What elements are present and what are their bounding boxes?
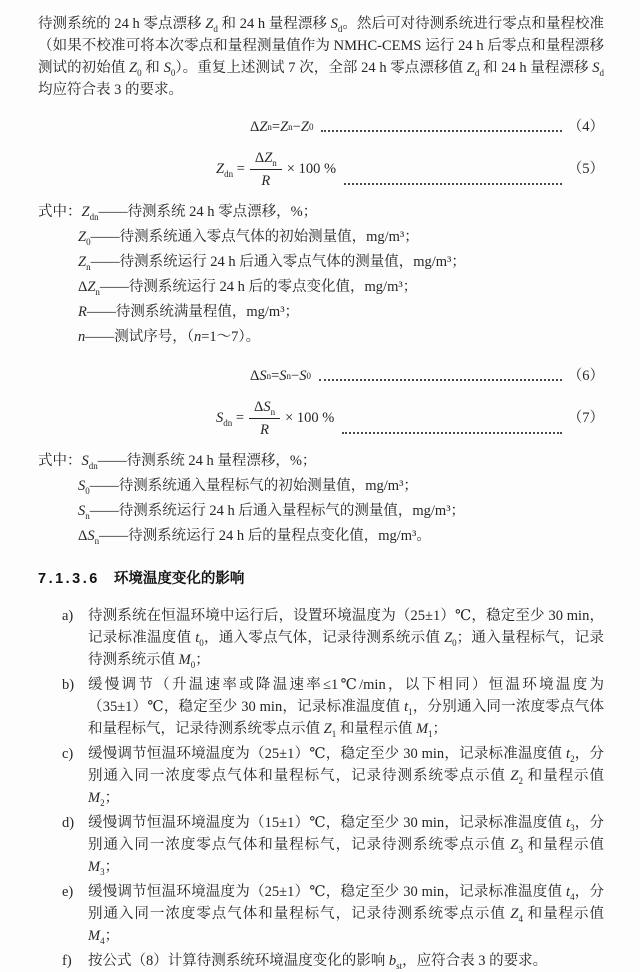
intro-paragraph: 待测系统的 24 h 零点漂移 $Z_d$ 和 24 h 量程漂移 $S_d$。然后可对待测系统进行零点和量程校准（如果不校准可将本次零点和量程测量值作为 NMHC-CEMS 运行 24 h 后零点和量程漂移测试的初始值 $Z_0$ 和 $S_0$）。重复上述测试 7 次，全部 24 h 零点漂移值 $Z_d$ 和 24 h 量程漂移 $S_d$ 均应符合表 3 的要求。 bbox=[38, 16, 605, 98]
formula-6-number: （6） bbox=[567, 367, 604, 384]
formula-5-lhs: $Z_{dn}$ = bbox=[216, 161, 245, 179]
definition-item bbox=[38, 449, 604, 474]
list-item-a bbox=[62, 605, 604, 671]
formula-7 bbox=[38, 395, 604, 441]
definition-item bbox=[38, 200, 604, 225]
formula-7-lhs: $S_{dn}$ = bbox=[216, 410, 245, 428]
dot-leader bbox=[344, 183, 562, 185]
section-number: 7.1.3.6 bbox=[38, 571, 100, 587]
item-text: 缓慢调节恒温环境温度为（25±1）℃，稳定至少 30 min，记录标准温度值 $t_2$，分别通入同一浓度零点气体和量程标气，记录待测系统零点示值 $Z_2$ 和量程示值 $M_2$； bbox=[88, 746, 605, 808]
formula-4 bbox=[38, 115, 604, 139]
formula-5-suffix: × 100 % bbox=[286, 161, 337, 177]
dot-leader bbox=[321, 130, 561, 132]
formula-6 bbox=[38, 364, 604, 388]
fraction-numerator: $\Delta S_n$ bbox=[249, 397, 280, 419]
formula-4-number: （4） bbox=[567, 118, 604, 135]
where-label: 式中： bbox=[38, 204, 82, 220]
definition-item: $Z_n——$待测系统运行 24 h 后通入零点气体的测量值，mg/m³； bbox=[78, 254, 466, 272]
definitions-span-drift bbox=[38, 449, 604, 549]
formula-7-number: （7） bbox=[567, 409, 604, 426]
item-label: a) bbox=[62, 608, 74, 624]
section-heading bbox=[38, 569, 604, 589]
definition-item: $\Delta S_n——$待测系统运行 24 h 后的量程点变化值，mg/m³。 bbox=[78, 528, 431, 546]
definitions-zero-drift bbox=[38, 200, 604, 350]
definition-text: $S_{dn}——$待测系统 24 h 量程漂移，%； bbox=[81, 453, 317, 471]
definition-item: $\Delta Z_n——$待测系统运行 24 h 后的零点变化值，mg/m³； bbox=[78, 279, 418, 297]
list-item-d bbox=[62, 812, 604, 878]
item-label: f) bbox=[62, 953, 72, 969]
formula-7-suffix: × 100 % bbox=[285, 410, 335, 426]
formula-4-expression: Δ Z n = Z n − Z 0 bbox=[250, 119, 314, 135]
formula-7-expression bbox=[38, 397, 334, 440]
list-item-e bbox=[62, 881, 604, 947]
formula-5-number: （5） bbox=[567, 160, 604, 177]
definition-item: $Z_0——$待测系统通入零点气体的初始测量值，mg/m³； bbox=[78, 229, 419, 247]
item-label: e) bbox=[62, 884, 74, 900]
item-text: 待测系统在恒温环境中运行后，设置环境温度为（25±1）℃，稳定至少 30 min，记录标准温度值 $t_0$，通入零点气体，记录待测系统示值 $Z_0$；通入量程标气，记录待测系统示值 $M_0$； bbox=[88, 608, 605, 670]
item-label: d) bbox=[62, 815, 75, 831]
definition-item: R——待测系统满量程值，mg/m³； bbox=[78, 304, 300, 320]
dot-leader bbox=[319, 379, 562, 381]
item-label: b) bbox=[62, 677, 75, 693]
fraction-numerator: $\Delta Z_n$ bbox=[250, 148, 282, 170]
fraction bbox=[250, 148, 282, 191]
item-text: 按公式（8）计算待测系统环境温度变化的影响 $b_{st}$，应符合表 3 的要求。 bbox=[88, 953, 548, 971]
formula-5-expression bbox=[38, 148, 336, 191]
section-title: 环境温度变化的影响 bbox=[113, 571, 245, 587]
formula-6-expression: Δ S n = S n − S 0 bbox=[250, 368, 311, 384]
where-label: 式中： bbox=[38, 453, 82, 469]
item-text: 缓慢调节恒温环境温度为（15±1）℃，稳定至少 30 min，记录标准温度值 $t_3$，分别通入同一浓度零点气体和量程标气，记录待测系统零点示值 $Z_3$ 和量程示值 $M_3$； bbox=[88, 815, 605, 877]
item-label: c) bbox=[62, 746, 74, 762]
definition-item: $S_n——$待测系统运行 24 h 后通入量程标气的测量值，mg/m³； bbox=[78, 503, 466, 521]
list-item-b bbox=[62, 674, 604, 740]
definition-item: $S_0——$待测系统通入量程标气的初始测量值，mg/m³； bbox=[78, 478, 418, 496]
list-item-f bbox=[62, 950, 604, 972]
dot-leader bbox=[342, 432, 561, 434]
definition-text: $Z_{dn}——$待测系统 24 h 零点漂移，%； bbox=[81, 204, 318, 222]
fraction-denominator: R bbox=[261, 172, 271, 189]
definition-item: n——测试序号，（n=1～7）。 bbox=[78, 329, 261, 345]
fraction-denominator: R bbox=[260, 421, 270, 438]
item-text: 缓慢调节恒温环境温度为（25±1）℃，稳定至少 30 min，记录标准温度值 $t_4$，分别通入同一浓度零点气体和量程标气，记录待测系统零点示值 $Z_4$ 和量程示值 $M_4$； bbox=[88, 884, 605, 946]
fraction bbox=[249, 397, 280, 440]
procedure-list bbox=[62, 605, 604, 972]
item-text: 缓慢调节（升温速率或降温速率≤1℃/min，以下相同）恒温环境温度为（35±1）℃，稳定至少 30 min，记录标准温度值 $t_1$，分别通入同一浓度零点气体和量程标气，记录待测系统零点示值 $Z_1$ 和量程示值 $M_1$； bbox=[88, 677, 605, 739]
list-item-c bbox=[62, 743, 604, 809]
formula-5 bbox=[38, 146, 604, 192]
